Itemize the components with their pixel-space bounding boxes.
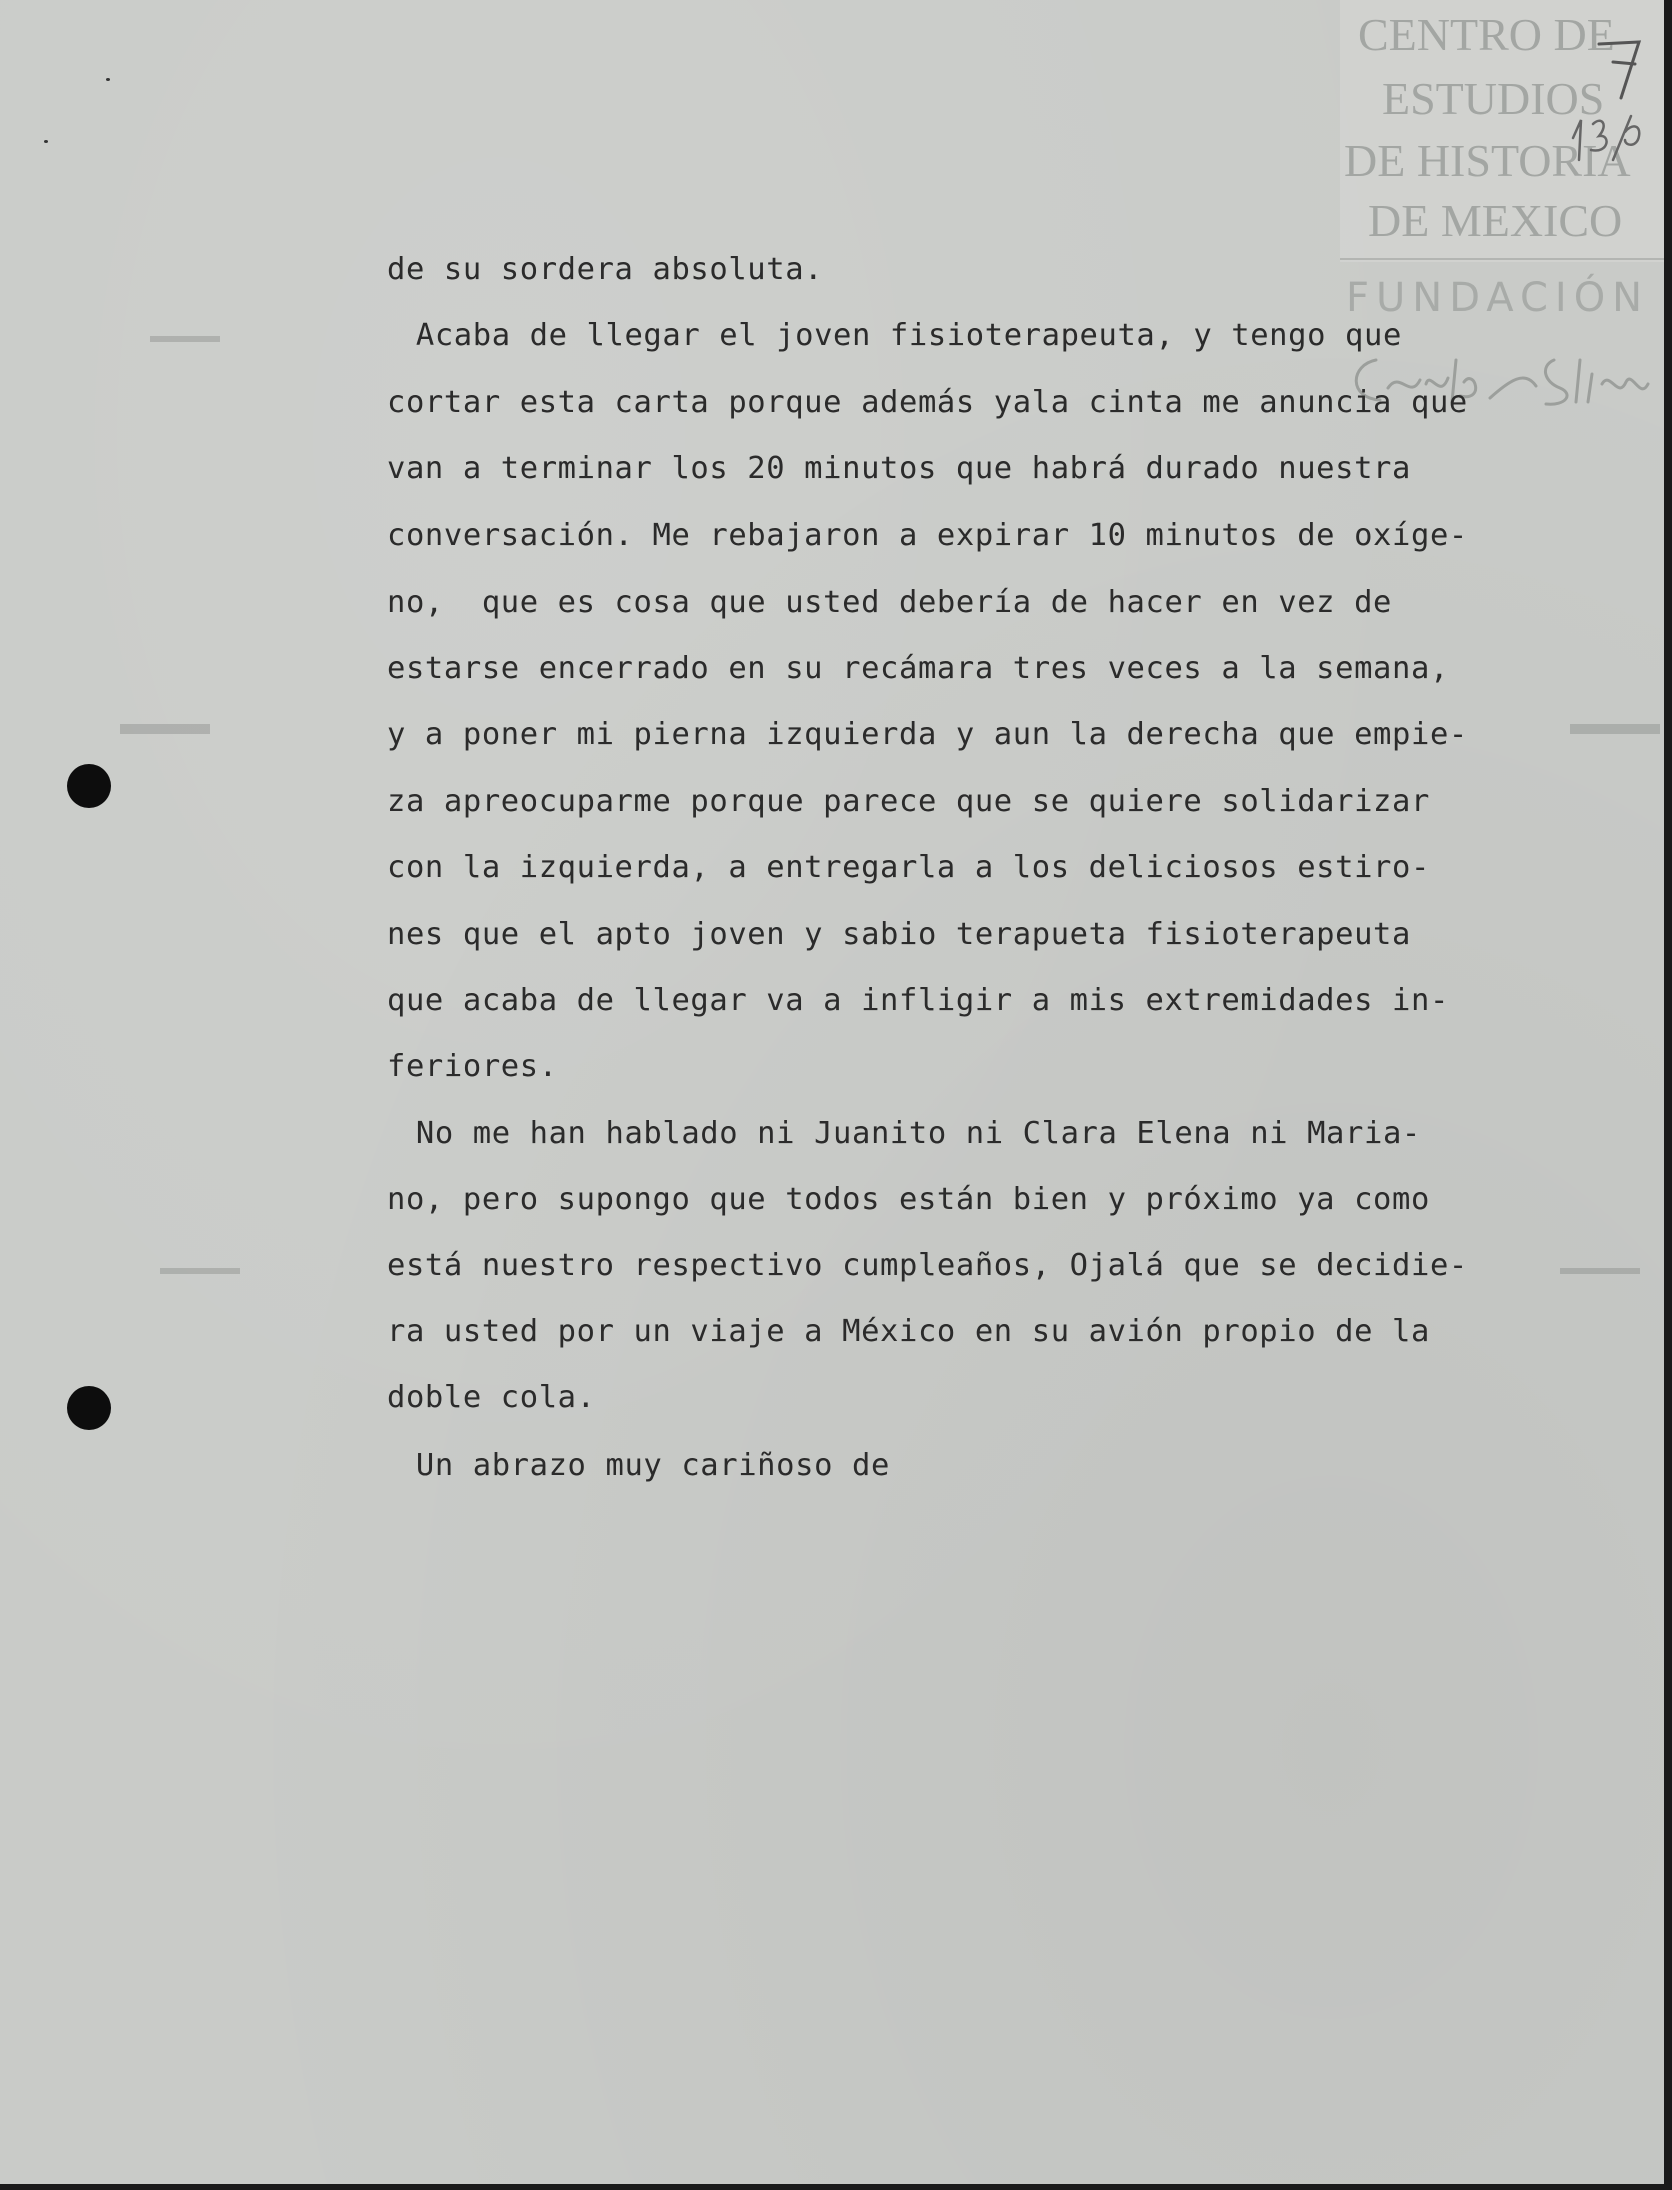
stamp-text-line-1: CENTRO DE [1358, 9, 1615, 60]
letter-line: y a poner mi pierna izquierda y aun la derecha que empie- [387, 717, 1468, 752]
stamp-text-line-2: ESTUDIOS [1382, 73, 1605, 124]
bleed-mark [1560, 1268, 1640, 1274]
letter-line: feriores. [387, 1049, 558, 1084]
letter-line: Acaba de llegar el joven fisioterapeuta, y tengo que [340, 318, 1402, 353]
letter-line: van a terminar los 20 minutos que habrá durado nuestra [387, 451, 1411, 486]
bleed-mark [120, 724, 210, 734]
letter-line: estarse encerrado en su recámara tres veces a la semana, [387, 651, 1449, 686]
letter-line: ra usted por un viaje a México en su avión propio de la [387, 1314, 1430, 1349]
punch-hole-top [67, 764, 111, 808]
bleed-mark [160, 1268, 240, 1274]
bleed-mark [150, 336, 220, 342]
letter-line: con la izquierda, a entregarla a los deliciosos estiro- [387, 850, 1430, 885]
letter-line: que acaba de llegar va a infligir a mis extremidades in- [387, 983, 1449, 1018]
letter-line: nes que el apto joven y sabio terapueta fisioterapeuta [387, 917, 1411, 952]
letter-line: conversación. Me rebajaron a expirar 10 minutos de oxíge- [387, 518, 1468, 553]
stamp-foundation: FUNDACIÓN [1346, 275, 1650, 321]
letter-line: no, que es cosa que usted debería de hacer en vez de [387, 585, 1393, 620]
scan-edge-bottom [0, 2184, 1672, 2190]
archive-handwritten-mark [1555, 20, 1645, 170]
letter-line: doble cola. [387, 1380, 596, 1415]
scan-edge-right [1664, 0, 1672, 2190]
letter-line: za apreocuparme porque parece que se quiere solidarizar [387, 784, 1430, 819]
stamp-text-line-3: DE HISTORIA [1344, 135, 1631, 186]
ink-speck [106, 78, 110, 81]
bleed-mark [1570, 724, 1660, 734]
letter-line: no, pero supongo que todos están bien y próximo ya como [387, 1182, 1430, 1217]
letter-line: No me han hablado ni Juanito ni Clara Elena ni Maria- [340, 1116, 1421, 1151]
letter-line: de su sordera absoluta. [387, 252, 824, 287]
punch-hole-bottom [67, 1386, 111, 1430]
ink-speck [44, 140, 48, 143]
letter-line: cortar esta carta porque además yala cinta me anuncia que [387, 385, 1468, 420]
stamp-divider [1340, 258, 1664, 260]
stamp-text-line-4: DE MEXICO [1368, 195, 1623, 246]
letter-line: está nuestro respectivo cumpleaños, Ojalá que se decidie- [387, 1248, 1468, 1283]
letter-line: Un abrazo muy cariñoso de [340, 1448, 890, 1483]
